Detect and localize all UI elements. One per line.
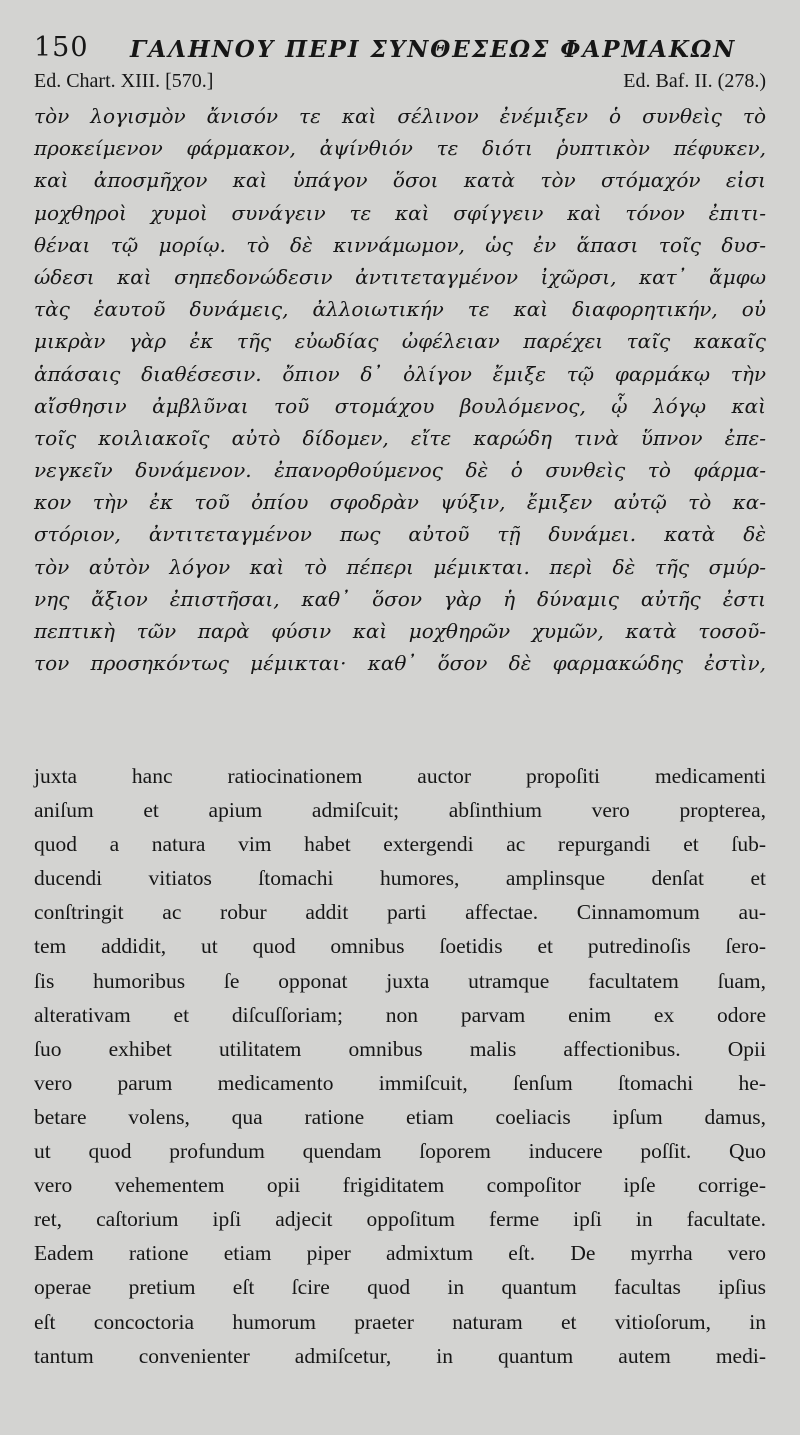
latin-line: operae pretium eſt ſcire quod in quantum facultas ipſius <box>34 1275 766 1300</box>
latin-line: ſis humoribus ſe opponat juxta utramque facultatem ſuam, <box>34 968 766 993</box>
latin-line: ret, caſtorium ipſi adjecit oppoſitum ferme ipſi in facultate. <box>34 1207 766 1232</box>
greek-line: τοῖς κοιλιακοῖς αὐτὸ δίδομεν, εἴτε καρώδη τινὰ ὕπνον ἐπε- <box>34 425 766 450</box>
latin-line: tantum convenienter admiſcetur, in quantum autem medi- <box>34 1343 766 1368</box>
latin-line: aniſum et apium admiſcuit; abſinthium vero propterea, <box>34 798 766 823</box>
latin-line: quod a natura vim habet extergendi ac repurgandi et ſub- <box>34 832 766 857</box>
greek-line: πεπτικὴ τῶν παρὰ φύσιν καὶ μοχθηρῶν χυμῶν, κατὰ τοσοῦ- <box>34 619 766 643</box>
greek-line: θέναι τῷ μορίῳ. τὸ δὲ κιννάμωμον, ὡς ἐν ἅπασι τοῖς δυσ- <box>34 232 766 257</box>
latin-line: vero vehementem opii frigiditatem compoſitor ipſe corrige- <box>34 1173 766 1198</box>
edition-chartier: Ed. Chart. XIII. [570.] <box>34 70 214 92</box>
greek-line: νεγκεῖν δυνάμενον. ἐπανορθούμενος δὲ ὁ συνθεὶς τὸ φάρμα- <box>34 458 766 483</box>
greek-line: καὶ ἀποσμῆχον καὶ ὑπάγον ὅσοι κατὰ τὸν στόμαχόν εἰσι <box>34 168 766 193</box>
latin-line: betare volens, qua ratione etiam coeliacis ipſum damus, <box>34 1104 766 1129</box>
latin-text-block <box>34 759 766 1373</box>
edition-basel: Ed. Baf. II. (278.) <box>623 70 766 92</box>
greek-line: ώδεσι καὶ σηπεδονώδεσιν ἀντιτεταγμένον ἰχῶρσι, κατ᾽ ἄμφω <box>34 264 766 289</box>
greek-line: στόριον, ἀντιτεταγμένον πως αὐτοῦ τῇ δυνάμει. κατὰ δὲ <box>34 522 766 547</box>
latin-line: vero parum medicamento immiſcuit, ſenſum ſtomachi he- <box>34 1070 766 1095</box>
latin-line: ſuo exhibet utilitatem omnibus malis affectionibus. Opii <box>34 1036 766 1061</box>
greek-line: κον τὴν ἐκ τοῦ ὀπίου σφοδρὰν ψύξιν, ἔμιξεν αὐτῷ τὸ κα- <box>34 490 766 515</box>
page-header <box>34 30 766 64</box>
greek-line: τὸν λογισμὸν ἄνισόν τε καὶ σέλινον ἐνέμιξεν ὁ συνθεὶς τὸ <box>34 104 766 128</box>
latin-line: eſt concoctoria humorum praeter naturam et vitioſorum, in <box>34 1309 766 1334</box>
latin-line: ducendi vitiatos ſtomachi humores, amplinsque denſat et <box>34 866 766 891</box>
greek-line: νης ἄξιον ἐπιστῆσαι, καθ᾽ ὅσον γὰρ ἡ δύναμις αὐτῆς ἐστι <box>34 586 766 611</box>
page-number: 150 <box>34 32 89 63</box>
greek-text-block <box>34 100 766 679</box>
edition-references <box>34 70 766 100</box>
running-title: ΓΑΛΗΝΟΥ ΠΕΡΙ ΣΥΝΘΕΣΕΩΣ ΦΑΡΜΑΚΩΝ <box>130 36 737 63</box>
greek-line: τον προσηκόντως μέμικται· καθ᾽ ὅσον δὲ φαρμακώδης ἐστὶν, <box>34 651 766 676</box>
greek-line: μοχθηροὶ χυμοὶ συνάγειν τε καὶ σφίγγειν καὶ τόνον ἐπιτι- <box>34 200 766 225</box>
latin-line: conſtringit ac robur addit parti affectae. Cinnamomum au- <box>34 900 766 925</box>
greek-line: τὸν αὐτὸν λόγον καὶ τὸ πέπερι μέμικται. περὶ δὲ τῆς σμύρ- <box>34 554 766 579</box>
greek-line: μικρὰν γὰρ ἐκ τῆς εὐωδίας ὠφέλειαν παρέχει ταῖς κακαῖς <box>34 329 766 354</box>
greek-line: αἴσθησιν ἀμβλῦναι τοῦ στομάχου βουλόμενος, ᾧ λόγῳ καὶ <box>34 393 766 418</box>
latin-line: tem addidit, ut quod omnibus ſoetidis et putredinoſis ſero- <box>34 934 766 959</box>
latin-line: ut quod profundum quendam ſoporem inducere poſſit. Quo <box>34 1139 766 1164</box>
latin-line: juxta hanc ratiocinationem auctor propoſiti medicamenti <box>34 764 766 788</box>
greek-line: ἁπάσαις διαθέσεσιν. ὄπιον δ᾽ ὀλίγον ἔμιξε τῷ φαρμάκῳ τὴν <box>34 361 766 386</box>
latin-line: Eadem ratione etiam piper admixtum eſt. De myrrha vero <box>34 1241 766 1266</box>
greek-line: προκείμενον φάρμακον, ἀψίνθιόν τε διότι ῥυπτικὸν πέφυκεν, <box>34 136 766 161</box>
greek-line: τὰς ἑαυτοῦ δυνάμεις, ἀλλοιωτικήν τε καὶ διαφορητικήν, οὐ <box>34 297 766 322</box>
latin-line: alterativam et diſcuſſoriam; non parvam enim ex odore <box>34 1002 766 1027</box>
